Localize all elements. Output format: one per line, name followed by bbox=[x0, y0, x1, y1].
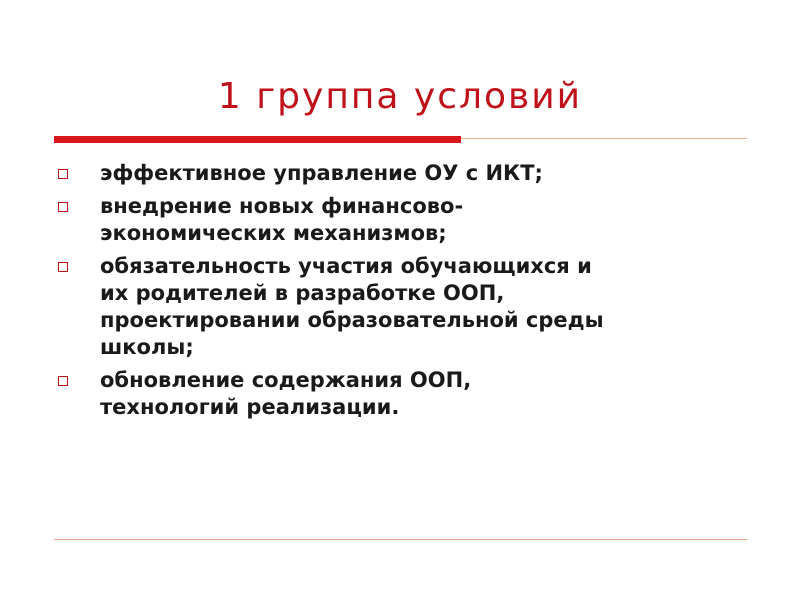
title-accent-bar bbox=[54, 136, 461, 143]
slide-title: 1 группа условий bbox=[217, 76, 583, 117]
square-bullet-icon bbox=[58, 202, 68, 212]
list-item bbox=[58, 193, 758, 247]
square-bullet-icon bbox=[58, 376, 68, 386]
bullet-list bbox=[58, 160, 758, 427]
bullet-text: обязательность участия обучающихся и их родителей в разработке ООП, проектировании образовательной среды школы; bbox=[100, 254, 604, 359]
bullet-text: обновление содержания ООП, технологий реализации. bbox=[100, 368, 472, 419]
bullet-text: эффективное управление ОУ с ИКТ; bbox=[100, 161, 543, 185]
list-item bbox=[58, 253, 758, 361]
square-bullet-icon bbox=[58, 169, 68, 179]
title-rule bbox=[461, 138, 747, 139]
list-item bbox=[58, 367, 758, 421]
square-bullet-icon bbox=[58, 262, 68, 272]
list-item bbox=[58, 160, 758, 187]
footer-rule bbox=[54, 539, 747, 540]
bullet-text: внедрение новых финансово- экономических механизмов; bbox=[100, 194, 464, 245]
